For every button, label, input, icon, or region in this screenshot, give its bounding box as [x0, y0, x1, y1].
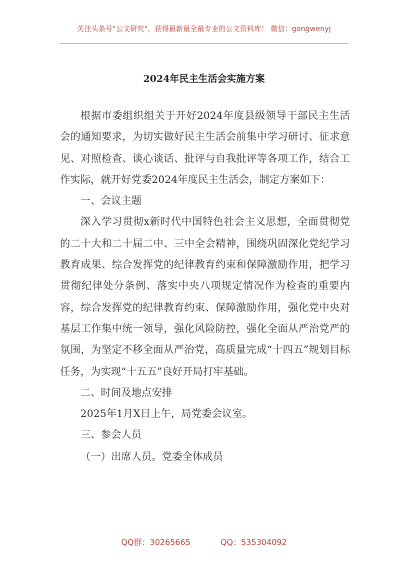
footer-contact [0, 537, 408, 548]
section-1-heading: 一、会议主题 [80, 196, 142, 208]
document-title: 2024年民主生活会实施方案 [143, 74, 265, 85]
section-1-paragraph: 深入学习贯彻x新时代中国特色社会主义思想，全面贯彻党的二十大和二十届二中、三中全会精神，围绕巩固深化党纪学习教育成果、综合发挥党的纪律教育约束和保障激励作用，把学习贯彻纪律处分条例、落实中央八项规定情况作为检查的重要内容，综合发挥党的纪律教育约束、保障激励作用，强化党中央对基层工作集中统一领导，强化风险防控，强化全面从严治党严的氛围，为坚定不移全面从严治党，高质量完成“十四五”规划目标任务，为实现“十五五”良好开局打牢基础。 [60, 217, 350, 378]
header-divider [60, 43, 348, 44]
section-3-heading: 三、参会人员 [80, 430, 142, 442]
document-body [60, 106, 350, 468]
intro-paragraph: 根据市委组织组关于开好2024年度县级领导干部民主生活会的通知要求，为切实做好民主生活会前集中学习研讨、征求意见、对照检查、谈心谈话、批评与自我批评等各项工作，结合工作实际，就开好党委2024年度民主生活会，制定方案如下： [60, 111, 350, 186]
footer-qq-group: QQ群：30265665 [121, 538, 191, 547]
footer-qq: QQ：535304092 [220, 538, 287, 547]
section-2-paragraph: 2025年1月X日上午，局党委会议室。 [80, 409, 253, 421]
header-promo-note: 关注头条号"公文研究"，获得最新最全最专业的公文资料库！ 微信：gongwenyj [77, 25, 331, 33]
section-2-heading: 二、时间及地点安排 [80, 387, 173, 399]
section-3-item-1: （一）出席人员。党委全体成员 [80, 451, 224, 463]
